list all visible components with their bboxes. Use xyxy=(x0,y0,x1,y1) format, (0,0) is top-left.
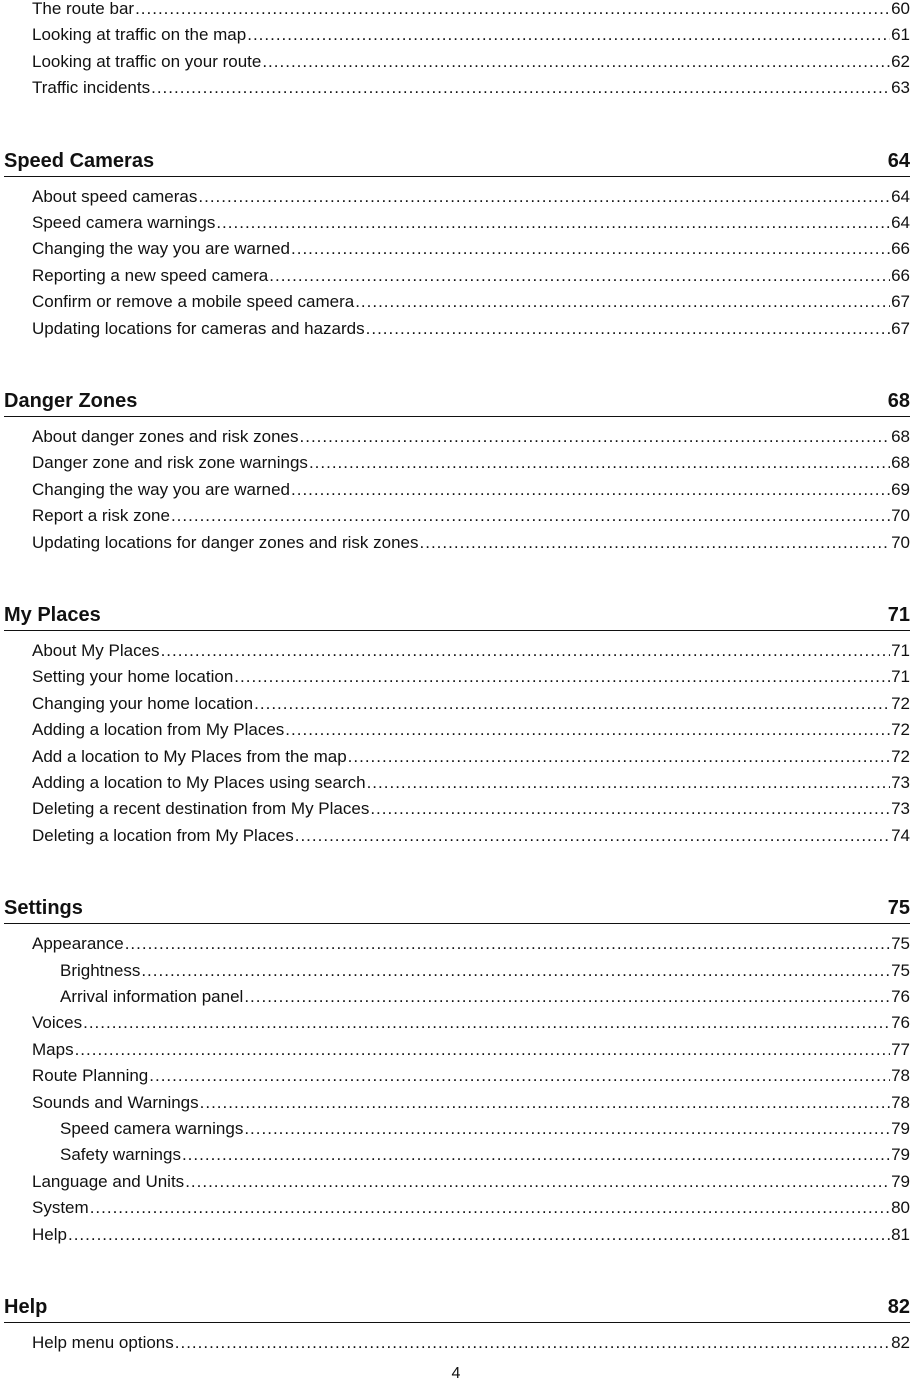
entry-title: Adding a location from My Places xyxy=(32,720,285,740)
dot-leader xyxy=(348,744,890,770)
entry-title: Changing your home location xyxy=(32,693,254,713)
toc-entry[interactable] xyxy=(32,638,910,664)
section-page-number: 71 xyxy=(887,604,910,626)
dot-leader xyxy=(83,1010,890,1036)
entry-page-number: 66 xyxy=(891,265,910,285)
section-heading[interactable] xyxy=(4,600,910,631)
dot-leader xyxy=(285,717,890,743)
dot-leader xyxy=(216,210,890,236)
dot-leader xyxy=(68,1222,890,1248)
toc-entry[interactable] xyxy=(32,717,910,743)
toc-entry[interactable] xyxy=(32,1330,910,1356)
dot-leader xyxy=(161,638,891,664)
entry-title: Setting your home location xyxy=(32,667,234,687)
section-title: Settings xyxy=(4,897,83,920)
dot-leader xyxy=(295,823,890,849)
entry-title: Appearance xyxy=(32,934,124,954)
entry-page-number: 79 xyxy=(891,1171,910,1191)
dot-leader xyxy=(200,1090,890,1116)
entry-title: Sounds and Warnings xyxy=(32,1092,199,1112)
dot-leader xyxy=(309,450,890,476)
toc-entry[interactable] xyxy=(32,823,910,849)
entry-title: Confirm or remove a mobile speed camera xyxy=(32,292,355,312)
entry-title: Looking at traffic on your route xyxy=(32,51,262,71)
dot-leader xyxy=(291,236,890,262)
entry-title: Language and Units xyxy=(32,1171,185,1191)
entry-title: About danger zones and risk zones xyxy=(32,427,299,446)
section-heading[interactable] xyxy=(4,386,910,417)
toc-entry[interactable] xyxy=(32,1090,910,1116)
section-page-number: 64 xyxy=(887,149,910,172)
entry-title: Voices xyxy=(32,1013,83,1033)
entry-title: Speed camera warnings xyxy=(60,1119,244,1138)
toc-entry[interactable] xyxy=(32,0,910,22)
dot-leader xyxy=(75,1037,891,1063)
dot-leader xyxy=(234,664,890,690)
entry-page-number: 68 xyxy=(891,427,910,446)
toc-entry[interactable] xyxy=(32,503,910,529)
dot-leader xyxy=(125,931,890,957)
entry-page-number: 71 xyxy=(891,667,910,687)
dot-leader xyxy=(366,316,890,342)
toc-entry[interactable] xyxy=(32,1037,910,1063)
entry-page-number: 79 xyxy=(891,1119,910,1138)
toc-entry[interactable] xyxy=(32,1222,910,1248)
toc-subentry[interactable] xyxy=(60,1142,910,1168)
entry-title: Looking at traffic on the map xyxy=(32,25,247,45)
entry-page-number: 63 xyxy=(891,78,910,98)
toc-entry[interactable] xyxy=(32,1010,910,1036)
entry-page-number: 67 xyxy=(891,318,910,338)
entry-title: Route Planning xyxy=(32,1066,149,1086)
entry-title: Changing the way you are warned xyxy=(32,479,290,499)
entry-title: Updating locations for cameras and hazards xyxy=(32,318,365,338)
entry-page-number: 64 xyxy=(891,213,910,232)
entry-page-number: 72 xyxy=(891,746,910,766)
entry-title: Danger zone and risk zone warnings xyxy=(32,453,308,473)
entry-page-number: 79 xyxy=(891,1145,910,1165)
toc-subentry[interactable] xyxy=(60,984,910,1010)
entry-page-number: 80 xyxy=(891,1198,910,1218)
entry-title: Maps xyxy=(32,1039,74,1059)
entry-page-number: 70 xyxy=(891,506,910,526)
page-number: 4 xyxy=(451,1365,461,1382)
dot-leader xyxy=(300,424,891,450)
dot-leader xyxy=(262,49,890,75)
toc-entry[interactable] xyxy=(32,450,910,476)
dot-leader xyxy=(367,770,891,796)
dot-leader xyxy=(141,958,890,984)
toc-entry[interactable] xyxy=(32,316,910,342)
section-page-number: 75 xyxy=(887,897,910,920)
toc-entry[interactable] xyxy=(32,424,910,450)
toc-subentry[interactable] xyxy=(60,958,910,984)
dot-leader xyxy=(171,503,890,529)
dot-leader xyxy=(244,1116,890,1142)
dot-leader xyxy=(269,263,890,289)
toc-entry[interactable] xyxy=(32,184,910,210)
toc-entry[interactable] xyxy=(32,931,910,957)
entry-title: Traffic incidents xyxy=(32,78,151,98)
entry-page-number: 76 xyxy=(891,987,910,1006)
entry-page-number: 75 xyxy=(891,960,910,980)
dot-leader xyxy=(151,75,890,101)
entry-title: Deleting a location from My Places xyxy=(32,825,294,845)
toc-entry[interactable] xyxy=(32,1195,910,1221)
toc-entry[interactable] xyxy=(32,49,910,75)
entry-page-number: 74 xyxy=(891,825,910,845)
entry-title: Report a risk zone xyxy=(32,506,170,526)
entry-page-number: 82 xyxy=(891,1333,910,1352)
entry-page-number: 64 xyxy=(891,186,910,206)
section-heading[interactable] xyxy=(4,1292,910,1323)
section-heading[interactable] xyxy=(4,893,910,924)
toc-entry[interactable] xyxy=(32,664,910,690)
entry-title: Updating locations for danger zones and risk zones xyxy=(32,532,419,552)
entry-title: About speed cameras xyxy=(32,186,198,206)
toc-entry[interactable] xyxy=(32,210,910,236)
dot-leader xyxy=(182,1142,890,1168)
entry-page-number: 72 xyxy=(891,720,910,740)
section-page-number: 82 xyxy=(887,1296,910,1318)
entry-title: Speed camera warnings xyxy=(32,213,216,232)
entry-title: Changing the way you are warned xyxy=(32,239,290,259)
entry-page-number: 66 xyxy=(891,239,910,259)
section-heading[interactable] xyxy=(4,146,910,177)
toc-entry[interactable] xyxy=(32,530,910,556)
entry-page-number: 67 xyxy=(891,292,910,312)
section-title: My Places xyxy=(4,604,101,626)
entry-title: Help xyxy=(32,1224,67,1244)
entry-page-number: 75 xyxy=(891,934,910,954)
toc-subentry[interactable] xyxy=(60,1116,910,1142)
section-title: Help xyxy=(4,1296,48,1318)
entry-page-number: 73 xyxy=(891,773,910,792)
dot-leader xyxy=(355,289,890,315)
entry-title: Help menu options xyxy=(32,1333,174,1352)
section-title: Speed Cameras xyxy=(4,149,155,172)
entry-page-number: 76 xyxy=(891,1013,910,1033)
dot-leader xyxy=(135,0,890,22)
toc-entry[interactable] xyxy=(32,75,910,101)
toc-entry[interactable] xyxy=(32,1169,910,1195)
entry-page-number: 78 xyxy=(891,1066,910,1086)
toc-entry[interactable] xyxy=(32,691,910,717)
entry-page-number: 61 xyxy=(891,25,910,45)
section-page-number: 68 xyxy=(887,390,910,412)
entry-page-number: 69 xyxy=(891,479,910,499)
entry-page-number: 68 xyxy=(891,453,910,473)
toc-entry[interactable] xyxy=(32,744,910,770)
dot-leader xyxy=(185,1169,890,1195)
toc-entry[interactable] xyxy=(32,263,910,289)
toc-entry[interactable] xyxy=(32,477,910,503)
entry-page-number: 60 xyxy=(891,0,910,18)
entry-title: The route bar xyxy=(32,0,135,18)
dot-leader xyxy=(247,22,890,48)
dot-leader xyxy=(370,796,890,822)
dot-leader xyxy=(420,530,891,556)
entry-page-number: 77 xyxy=(891,1039,910,1059)
entry-title: Reporting a new speed camera xyxy=(32,265,269,285)
entry-page-number: 71 xyxy=(891,641,910,660)
dot-leader xyxy=(254,691,890,717)
toc-entry[interactable] xyxy=(32,770,910,796)
entry-title: Add a location to My Places from the map xyxy=(32,746,347,766)
dot-leader xyxy=(244,984,890,1010)
entry-title: About My Places xyxy=(32,641,160,660)
section-title: Danger Zones xyxy=(4,390,138,412)
toc-entry[interactable] xyxy=(32,22,910,48)
entry-page-number: 62 xyxy=(891,51,910,71)
entry-page-number: 70 xyxy=(891,532,910,552)
entry-title: Safety warnings xyxy=(60,1145,181,1165)
toc-entry[interactable] xyxy=(32,236,910,262)
toc-entry[interactable] xyxy=(32,289,910,315)
entry-page-number: 73 xyxy=(891,799,910,819)
entry-page-number: 72 xyxy=(891,693,910,713)
entry-title: Deleting a recent destination from My Places xyxy=(32,799,370,819)
entry-title: Adding a location to My Places using search xyxy=(32,773,366,792)
dot-leader xyxy=(291,477,890,503)
dot-leader xyxy=(149,1063,890,1089)
dot-leader xyxy=(175,1330,890,1356)
entry-title: Brightness xyxy=(60,960,141,980)
toc-entry[interactable] xyxy=(32,796,910,822)
dot-leader xyxy=(90,1195,890,1221)
entry-page-number: 78 xyxy=(891,1092,910,1112)
entry-title: Arrival information panel xyxy=(60,987,244,1006)
entry-page-number: 81 xyxy=(891,1224,910,1244)
entry-title: System xyxy=(32,1198,89,1218)
toc-entry[interactable] xyxy=(32,1063,910,1089)
dot-leader xyxy=(198,184,890,210)
